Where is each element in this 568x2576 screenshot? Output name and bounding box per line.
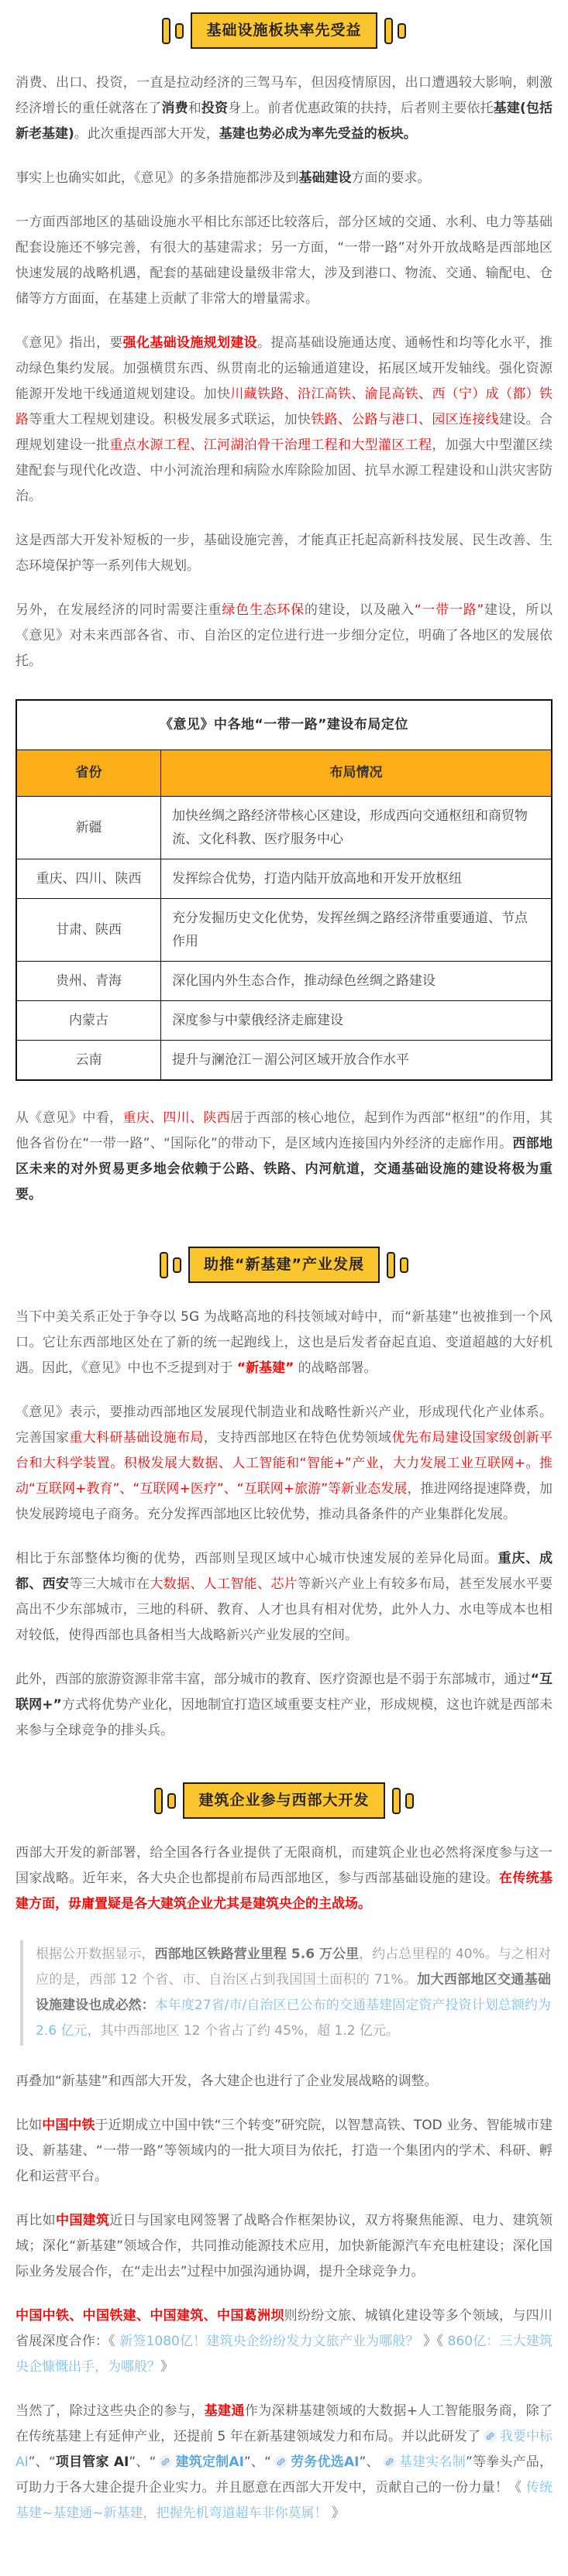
header-ornament-bar [154,1788,163,1814]
table-cell-layout: 加快丝绸之路经济带核心区建设，形成西向交通枢纽和商贸物流、文化科教、医疗服务中心 [161,797,552,859]
text-run: 另外，在发展经济的同时需要注重 [15,602,222,618]
belt-road-layout-table [15,699,553,1081]
text-run: 当然了，除过这些央企的参与， [15,2403,205,2419]
text-run: 基础建设 [298,170,352,186]
text-run: 中国中铁 [42,2118,95,2133]
inline-link[interactable]: 我要中标AI [15,2429,553,2470]
text-run: 西部地区未来的对外贸易更多地会依赖于公路、铁路、内河航道，交通基础设施的建设将极为重要。 [15,1136,553,1202]
text-run: 相比于东部整体均衡的优势，西部则呈现区域中心城市快速发展的差异化局面。 [15,1551,498,1566]
text-run: “互联网+” [15,1672,553,1713]
table-row [16,1041,552,1081]
text-run: 作为深耕基建领域的大数据+人工智能服务商，除了在传统基建上有延伸产业，还提前 5 年在新基建领域发力和布局。并以此研发了 [15,2403,553,2444]
paragraph [15,2069,553,2094]
text-run: 此外，西部的旅游资源非常丰富，部分城市的教育、医疗资源也是不弱于东部城市，通过 [15,1672,531,1687]
text-run: 建设，所以《意见》对未来西部各省、市、自治区的定位进行进一步细分定位，明确了各地区的发展依托。 [15,602,553,669]
paragraph [15,210,553,312]
table-row [16,797,552,859]
text-run: 的建设，以及融入 [304,602,415,618]
text-run: ，推进网络提速降费，加快发展跨境电子商务。充分发挥西部地区比较优势，推动具备条件的产业集群化发展。 [15,1481,553,1522]
text-run: 。提高基础设施通达度、通畅性和均等化水平，推动绿色集约发展。加强横贯东西、纵贯南北的运输通道建设，拓展区域开发轴线。强化资源能源开发地干线通道规划建设。加快 [15,335,553,402]
text-run: 投资 [201,101,229,116]
text-run: 》 [327,2506,345,2521]
text-run: 《意见》表示，要推动西部地区发展现代制造业和战略性新兴产业，形成现代化产业体系。完善国家 [15,1405,553,1446]
paragraph [15,70,553,147]
section-header-1 [15,12,553,49]
inline-link[interactable]: 基建实名制 [398,2454,466,2470]
header-ornament-bar [387,1252,395,1278]
section-title: 基础设施板块率先受益 [191,12,377,49]
text-run: 和 [188,101,201,116]
paragraph [15,598,553,674]
inline-link[interactable]: 劳务优选AI [290,2454,360,2470]
text-run: 在传统基建方面，毋庸置疑是各大建筑企业尤其是建筑央企的主战场。 [15,1871,553,1912]
link-icon[interactable] [484,2430,497,2443]
paragraph [15,1305,553,1381]
text-run: “一带一路” [414,602,484,618]
text-run: 再叠加“新基建”和西部大开发，各大建企也进行了企业发展战略的调整。 [15,2073,438,2089]
text-run: 》《 [418,2334,448,2349]
text-run: 基建通 [204,2403,245,2419]
text-run: 大数据、人工智能、芯片 [150,1576,298,1592]
table-row [16,859,552,899]
table-cell-province: 重庆、四川、陕西 [16,859,161,899]
table-cell-province: 云南 [16,1041,161,1081]
header-ornament-bar [398,23,406,39]
text-run: ”、“ [243,2454,271,2470]
table-cell-province: 甘肃、陕西 [16,899,161,962]
section-title: 助推“新基建”产业发展 [188,1247,380,1283]
text-run: 身上。前者优惠政策的扶持，后者则主要依托 [228,101,494,116]
text-run: 西部地区铁路营业里程 5.6 万公里 [154,1947,360,1962]
text-run: 的战略部署。 [294,1360,377,1376]
text-run: 强化基础设施规划建设 [122,335,258,351]
text-run: 消费 [161,101,188,116]
section-header-2 [15,1247,553,1283]
paragraph [15,2113,553,2190]
paragraph [15,2208,553,2285]
text-run: 重点水源工程、江河湖泊骨干治理工程和大型灌区工程 [109,437,432,453]
text-run: 当下中美关系正处于争夺以 5G 为战略高地的科技领域对峙中，而“新基建”也被推到一个风口。它让东西部地区处在了新的统一起跑线上，这也是后发者奋起直追、变道超越的大好机遇。因此，《意见》中也不乏提到对于 [15,1309,553,1376]
paragraph [15,528,553,579]
text-run: ”、“ [28,2454,56,2470]
text-run: 比如 [15,2118,43,2133]
link-icon[interactable] [383,2455,396,2468]
text-run: 一方面西部地区的基础设施水平相比东部还比较落后，部分区域的交通、水利、电力等基础配套设施还不够完善，有很大的基建需求；另一方面，“一带一路”对外开放战略是西部地区快速发展的战略机遇，配套的基础建设量级非常大，涉及到港口、物流、交通、输配电、仓储等方方面面，在基建上贡献了非常大的增量需求。 [15,214,553,307]
text-run: 》 [160,2359,174,2375]
text-run: 方式将优势产业化，因地制宜打造区域重要支柱产业，形成规模，这也许就是西部未来参与全球竞争的排头兵。 [15,1697,553,1738]
text-run: ，支持西部地区在特色优势领域 [203,1430,392,1446]
text-run: “新基建” [236,1360,294,1376]
paragraph [15,2303,553,2380]
text-run: 中国建筑 [56,2213,110,2228]
text-run: 居于西部的核心地位，起到作为西部“枢纽”的作用，其他各省份在“一带一路”、“国际化”的带动下，是区域内连接国内外经济的走廊作用。 [15,1110,553,1151]
table-header-cell: 省份 [16,750,161,797]
text-run: 中国中铁、中国铁建、中国建筑、中国葛洲坝 [15,2308,284,2324]
table-row [16,899,552,962]
quote-block [20,1940,553,2046]
paragraph [15,1106,553,1208]
paragraph [15,1667,553,1744]
text-run: 川藏铁路、沿江高铁、渝昆高铁、西（宁）成（都）铁路 [15,386,553,427]
paragraph [15,331,553,509]
text-run: ，加强大中型灌区续建配套与现代化改造、中小河流治理和病险水库除险加固、抗旱水源工程建设和山洪灾害防治。 [15,437,553,504]
section-title: 建筑企业参与西部大开发 [183,1782,384,1819]
text-run: 项目管家 AI [55,2454,129,2470]
table-cell-layout: 提升与澜沧江－湄公河区域开放合作水平 [161,1041,552,1081]
header-ornament-bar [175,23,184,39]
text-run: 重庆、成都、西安 [15,1551,553,1592]
paragraph [15,1546,553,1648]
text-run: 等新兴产业上有较多布局，甚至发展水平要高出不少东部城市，三地的科研、教育、人才也具有相对优势，此外人力、水电等成本也相对较低，使得西部也具备相当大战略新兴产业发展的空间。 [15,1576,553,1643]
text-run: ，约占总里程的 40%。与之相对应的是，西部 12 个省、市、自治区占到我国国土面积的 71%。 [36,1947,551,1988]
inline-link[interactable]: 新签1080亿！建筑央企纷纷发力文旅产业为哪般？ [119,2334,419,2349]
inline-link[interactable]: 860亿：三大建筑央企慷慨出手，为哪般？ [15,2334,553,2375]
text-run: 消费、出口、投资，一直是拉动经济的三驾马车，但因疫情原因，出口遭遇较大影响，刺激经济增长的重任就落在了 [15,75,553,116]
text-run: ”、 [359,2454,380,2470]
link-icon[interactable] [274,2455,287,2468]
header-ornament-bar [384,18,393,44]
table-cell-layout: 深度参与中蒙俄经济走廊建设 [161,1001,552,1041]
table-row [16,962,552,1001]
text-run: 加大西部地区交通基础设施建设也成必然： [36,1972,551,2013]
header-ornament-bar [162,18,170,44]
table-cell-province: 贵州、青海 [16,962,161,1001]
text-run: ”等拳头产品，可助力于各大建企提升企业实力。并且愿意在西部大开发中，贡献自己的一份力量！《 [15,2454,553,2495]
header-ornament-bar [400,1257,408,1273]
text-run: 基建(包括新老基建) [15,101,553,142]
text-run: ”、“ [129,2454,157,2470]
table-cell-layout: 充分发掘历史文化优势，发挥丝绸之路经济带重要通道、节点作用 [161,899,552,962]
text-run: 近日与国家电网签署了战略合作框架协议，双方将聚焦能源、电力、建筑领域；深化“新基建”领域合作，共同推动能源技术应用，加快新能源汽车充电桩建设；深化国际业务发展合作，在“走出去”过程中加强沟通协调，提升全球竞争力。 [15,2213,553,2279]
paragraph [15,1400,553,1528]
text-run: 这是西部大开发补短板的一步，基础设施完善，才能真正托起高新科技发展、民生改善、生态环境保护等一系列伟大规划。 [15,533,553,574]
text-run: ，其中西部地区 12 个省占了约 45%，超 1.2 亿元。 [87,2023,399,2039]
header-ornament-bar [160,1252,168,1278]
text-run: 则纷纷文旅、城镇化建设等多个领域，与四川省展深度合作：《 [15,2308,553,2349]
section-2-body [15,1305,553,1744]
header-ornament-bar [173,1257,181,1273]
table-title-row [16,700,552,750]
text-run: 铁路、公路与港口、园区连接线 [311,412,500,427]
table-cell-province: 新疆 [16,797,161,859]
text-run: 《意见》指出，要 [15,335,123,351]
text-run: 西部大开发的新部署，给全国各行各业提供了无限商机，而建筑企业也必然将深度参与这一国家战略。近年来，各大央企也都提前布局西部地区，参与西部基础设施的建设。 [15,1845,553,1886]
table-header-row [16,750,552,797]
paragraph [15,2399,553,2526]
section-3-body [15,1840,553,2526]
header-ornament-bar [405,1793,414,1809]
header-ornament-bar [167,1793,176,1809]
paragraph [15,166,553,191]
table-header-cell: 布局情况 [161,750,552,797]
text-run: 从《意见》中看， [15,1110,123,1126]
table-cell-layout: 发挥综合优势，打造内陆开放高地和开发开放枢纽 [161,859,552,899]
text-run: 事实上也确实如此，《意见》的多条措施都涉及到 [15,170,299,186]
table-title: 《意见》中各地“一带一路”建设布局定位 [16,700,552,750]
section-header-3 [15,1782,553,1819]
table-cell-province: 内蒙古 [16,1001,161,1041]
link-icon[interactable] [159,2455,172,2468]
text-run: 等三大城市在 [69,1576,150,1592]
table-row [16,1001,552,1041]
header-ornament-bar [392,1788,401,1814]
text-run: 方面的要求。 [351,170,431,186]
text-run: 建设。合理规划建设一批 [15,412,553,453]
text-run: 再比如 [15,2213,56,2228]
text-run: 重大科研基础设施布局 [69,1430,204,1446]
text-run: 于近期成立中国中铁“三个转变”研究院，以智慧高铁、TOD 业务、智能城市建设、新基建、“一带一路”等领域内的一批大项目为依托，打造一个集团内的学术、科研、孵化和运营平台。 [15,2118,553,2184]
paragraph [15,1840,553,1917]
text-run: 重庆、四川、陕西 [122,1110,230,1126]
text-run: 。此次重提西部大开发， [74,126,219,142]
text-run: 等重大工程规划建设。积极发展多式联运，加快 [29,412,312,427]
text-run: 绿色生态环保 [222,602,305,618]
text-run: 基建也势必成为率先受益的板块。 [219,126,417,142]
text-run: 根据公开数据显示， [36,1947,155,1962]
section-1-body [15,70,553,1208]
inline-link[interactable]: 本年度27省/市/自治区已公布的交通基建固定资产投资计划总额约为 2.6 亿元 [36,1998,551,2039]
inline-link[interactable]: 建筑定制AI [175,2454,244,2470]
text-run: 优先布局建设国家级创新平台和大科学装置。积极发展大数据、人工智能和“智能+”产业，大力发展工业互联网+。推动“互联网+教育”、“互联网+医疗”、“互联网+旅游”等新业态发展 [15,1430,553,1497]
inline-link[interactable]: 传统基建~基建通~新基建，把握先机弯道超车非你莫属！ [15,2480,553,2521]
table-cell-layout: 深化国内外生态合作，推动绿色丝绸之路建设 [161,962,552,1001]
